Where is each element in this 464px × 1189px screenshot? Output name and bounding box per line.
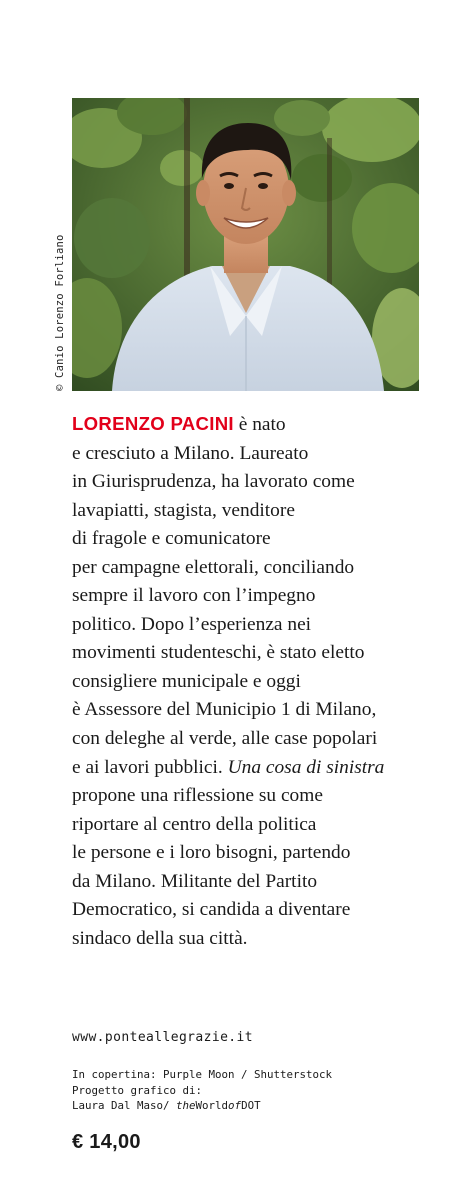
designer-credit [72, 1098, 332, 1114]
studio-name-part: the [176, 1099, 196, 1112]
bio-line: è Assessore del Municipio 1 di Milano, [72, 699, 377, 721]
cover-credit: In copertina: Purple Moon / Shutterstock [72, 1068, 333, 1081]
bio-line: le persone e i loro bisogni, partendo [72, 842, 351, 864]
publisher-website[interactable]: www.ponteallegrazie.it [72, 1030, 253, 1045]
author-photo [72, 98, 419, 391]
bio-line: consigliere municipale e oggi [72, 670, 301, 692]
bio-line: da Milano. Militante del Partito [72, 870, 318, 892]
studio-name-part: DOT [241, 1099, 261, 1112]
bio-line [72, 754, 452, 783]
designer-name: Laura Dal Maso/ [72, 1099, 177, 1112]
bio-text: è nato [233, 414, 286, 435]
cover-credits [72, 1067, 332, 1114]
bio-line: politico. Dopo l’esperienza nei [72, 613, 312, 635]
bio-line [72, 410, 452, 440]
bio-line: sindaco della sua città. [72, 927, 248, 949]
bio-line: propone una riflessione su come [72, 785, 323, 807]
studio-name-part: of [228, 1099, 242, 1112]
photo-credit: © Canio Lorenzo Forliano [54, 234, 66, 391]
bio-line: lavapiatti, stagista, venditore [72, 499, 295, 521]
bio-line: riportare al centro della politica [72, 813, 317, 835]
bio-line: e cresciuto a Milano. Laureato [72, 442, 309, 464]
studio-name-part: World [195, 1099, 229, 1112]
book-price: € 14,00 [72, 1131, 141, 1153]
book-title: Una cosa di sinistra [227, 756, 385, 778]
bio-line: per campagne elettorali, conciliando [72, 556, 355, 578]
bio-line: di fragole e comunicatore [72, 528, 271, 550]
bio-text: e ai lavori pubblici. [72, 756, 228, 778]
bio-line: in Giurisprudenza, ha lavorato come [72, 471, 355, 493]
author-name: LORENZO PACINI [72, 413, 234, 434]
bio-line: con deleghe al verde, alle case popolari [72, 728, 378, 750]
author-bio [72, 410, 452, 953]
bio-line: sempre il lavoro con l’impegno [72, 585, 316, 607]
design-label: Progetto grafico di: [72, 1083, 203, 1097]
bio-line: movimenti studenteschi, è stato eletto [72, 642, 365, 664]
bio-line: Democratico, si candida a diventare [72, 899, 351, 921]
